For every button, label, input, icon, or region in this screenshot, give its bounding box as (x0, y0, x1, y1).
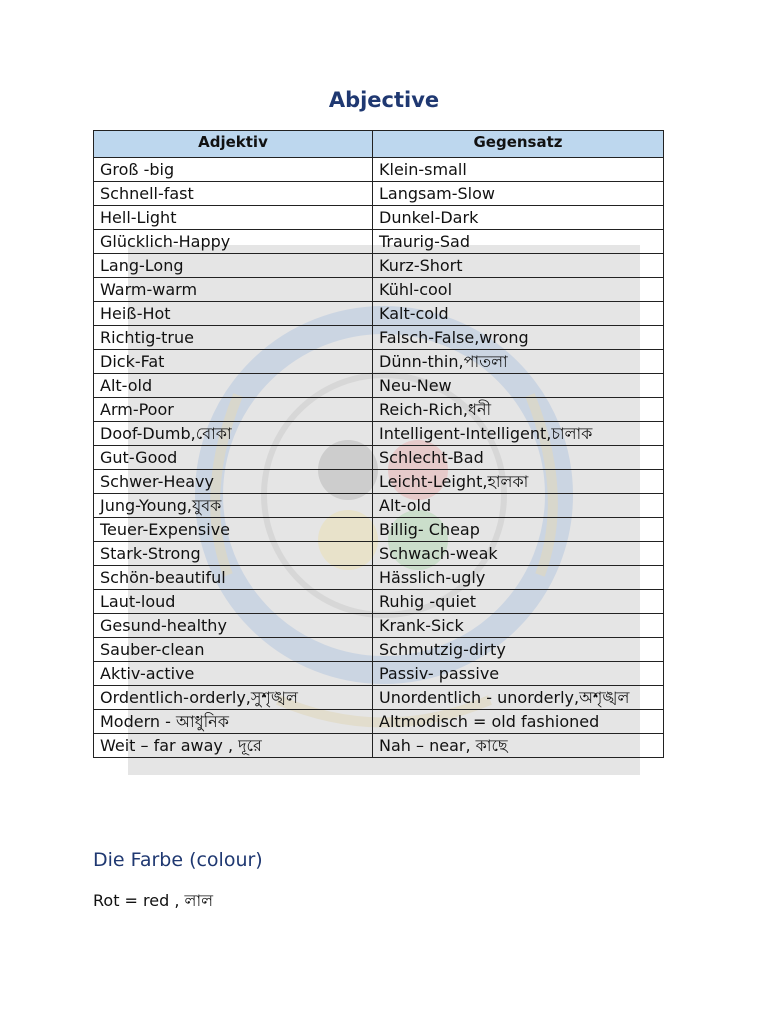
adjective-table (93, 130, 664, 758)
opposite-cell: Kurz-Short (373, 254, 664, 278)
adjective-cell: Heiß-Hot (94, 302, 373, 326)
table-row (94, 350, 664, 374)
table-row (94, 278, 664, 302)
adjective-cell: Ordentlich-orderly,সুশৃঙ্খল (94, 686, 373, 710)
opposite-cell: Billig- Cheap (373, 518, 664, 542)
opposite-cell: Neu-New (373, 374, 664, 398)
table-row (94, 326, 664, 350)
colour-example: Rot = red , লাল (93, 891, 214, 910)
adjective-cell: Alt-old (94, 374, 373, 398)
adjective-cell: Groß -big (94, 158, 373, 182)
table-row (94, 302, 664, 326)
table-row (94, 590, 664, 614)
opposite-cell: Schlecht-Bad (373, 446, 664, 470)
adjective-cell: Gesund-healthy (94, 614, 373, 638)
opposite-cell: Schwach-weak (373, 542, 664, 566)
adjective-cell: Dick-Fat (94, 350, 373, 374)
opposite-cell: Unordentlich - unorderly,অশৃঙ্খল (373, 686, 664, 710)
adjective-cell: Warm-warm (94, 278, 373, 302)
opposite-cell: Altmodisch = old fashioned (373, 710, 664, 734)
table-row (94, 374, 664, 398)
adjective-cell: Richtig-true (94, 326, 373, 350)
adjective-cell: Glücklich-Happy (94, 230, 373, 254)
opposite-cell: Kalt-cold (373, 302, 664, 326)
table-row (94, 542, 664, 566)
table-row (94, 470, 664, 494)
table-row (94, 398, 664, 422)
opposite-cell: Traurig-Sad (373, 230, 664, 254)
opposite-cell: Leicht-Leight,হালকা (373, 470, 664, 494)
table-row (94, 566, 664, 590)
adjective-cell: Laut-loud (94, 590, 373, 614)
adjective-cell: Teuer-Expensive (94, 518, 373, 542)
adjective-cell: Arm-Poor (94, 398, 373, 422)
adjective-cell: Hell-Light (94, 206, 373, 230)
adjective-cell: Aktiv-active (94, 662, 373, 686)
adjective-cell: Lang-Long (94, 254, 373, 278)
table-row (94, 614, 664, 638)
table-row (94, 182, 664, 206)
adjective-cell: Weit – far away , দূরে (94, 734, 373, 758)
opposite-cell: Passiv- passive (373, 662, 664, 686)
opposite-cell: Nah – near, কাছে (373, 734, 664, 758)
opposite-cell: Alt-old (373, 494, 664, 518)
column-header-gegensatz: Gegensatz (373, 131, 664, 158)
adjective-cell: Schnell-fast (94, 182, 373, 206)
table-row (94, 422, 664, 446)
table-row (94, 734, 664, 758)
table-header-row (94, 131, 664, 158)
opposite-cell: Intelligent-Intelligent,চালাক (373, 422, 664, 446)
opposite-cell: Hässlich-ugly (373, 566, 664, 590)
opposite-cell: Langsam-Slow (373, 182, 664, 206)
opposite-cell: Kühl-cool (373, 278, 664, 302)
adjective-cell: Sauber-clean (94, 638, 373, 662)
opposite-cell: Dunkel-Dark (373, 206, 664, 230)
adjective-cell: Doof-Dumb,বোকা (94, 422, 373, 446)
adjective-cell: Jung-Young,যুবক (94, 494, 373, 518)
adjective-cell: Schön-beautiful (94, 566, 373, 590)
table-row (94, 518, 664, 542)
table-row (94, 638, 664, 662)
section-heading-colour: Die Farbe (colour) (93, 849, 263, 871)
opposite-cell: Ruhig -quiet (373, 590, 664, 614)
table-row (94, 206, 664, 230)
table-row (94, 254, 664, 278)
opposite-cell: Klein-small (373, 158, 664, 182)
table-row (94, 686, 664, 710)
table-row (94, 494, 664, 518)
opposite-cell: Dünn-thin,পাতলা (373, 350, 664, 374)
column-header-adjektiv: Adjektiv (94, 131, 373, 158)
table-row (94, 710, 664, 734)
table-row (94, 446, 664, 470)
page-title: Abjective (328, 88, 440, 112)
adjective-cell: Schwer-Heavy (94, 470, 373, 494)
adjective-cell: Stark-Strong (94, 542, 373, 566)
opposite-cell: Reich-Rich,ধনী (373, 398, 664, 422)
adjective-cell: Gut-Good (94, 446, 373, 470)
opposite-cell: Krank-Sick (373, 614, 664, 638)
table-row (94, 158, 664, 182)
table-row (94, 230, 664, 254)
table-row (94, 662, 664, 686)
adjective-cell: Modern - আধুনিক (94, 710, 373, 734)
opposite-cell: Falsch-False,wrong (373, 326, 664, 350)
opposite-cell: Schmutzig-dirty (373, 638, 664, 662)
